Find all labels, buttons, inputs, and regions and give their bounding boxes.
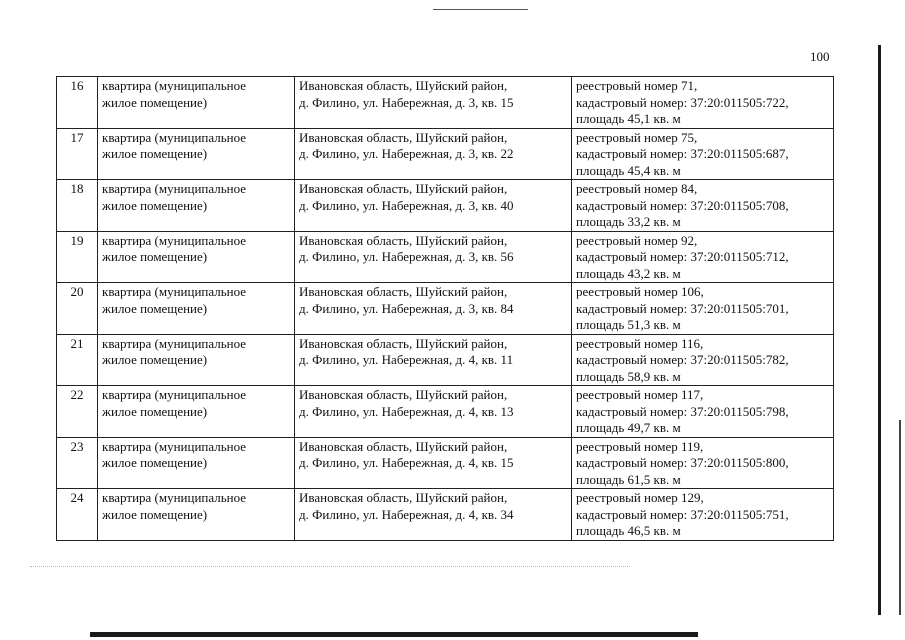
- object-type-line: квартира (муниципальное: [102, 284, 247, 299]
- row-number-cell: 18: [57, 180, 98, 232]
- scan-artifact-top-line: [433, 9, 528, 10]
- object-type-line: жилое помещение): [102, 455, 208, 470]
- address-line: д. Филино, ул. Набережная, д. 4, кв. 34: [299, 506, 514, 522]
- scan-artifact-right-bar: [878, 45, 881, 615]
- table-row: [57, 386, 834, 438]
- row-number-cell: 19: [57, 231, 98, 283]
- object-type-line: квартира (муниципальное: [102, 335, 247, 351]
- table-row: [57, 180, 834, 232]
- address-line: д. Филино, ул. Набережная, д. 3, кв. 22: [299, 146, 514, 161]
- object-type-line: квартира (муниципальное: [102, 181, 247, 196]
- object-type-cell: [98, 180, 295, 232]
- object-type-cell: [98, 489, 295, 541]
- object-type-line: жилое помещение): [102, 249, 208, 264]
- registry-details-line: площадь 61,5 кв. м: [576, 471, 681, 487]
- address-line: Ивановская область, Шуйский район,: [299, 284, 508, 299]
- object-type-cell: [98, 77, 295, 129]
- registry-details-line: кадастровый номер: 37:20:011505:800,: [576, 455, 789, 470]
- registry-details-line: кадастровый номер: 37:20:011505:687,: [576, 146, 789, 161]
- address-line: Ивановская область, Шуйский район,: [299, 387, 508, 402]
- registry-details-line: реестровый номер 84,: [576, 181, 698, 196]
- registry-details-line: реестровый номер 117,: [576, 387, 704, 402]
- registry-details-line: реестровый номер 106,: [576, 284, 704, 299]
- registry-details-line: площадь 45,4 кв. м: [576, 162, 681, 178]
- address-cell: [295, 283, 572, 335]
- registry-details-cell: [572, 128, 834, 180]
- row-number-cell: 20: [57, 283, 98, 335]
- registry-details-line: реестровый номер 116,: [576, 335, 704, 351]
- table-row: [57, 231, 834, 283]
- address-cell: [295, 437, 572, 489]
- address-cell: [295, 77, 572, 129]
- row-number-cell: 16: [57, 77, 98, 129]
- registry-details-line: кадастровый номер: 37:20:011505:701,: [576, 300, 789, 316]
- object-type-cell: [98, 283, 295, 335]
- registry-details-cell: [572, 77, 834, 129]
- row-number-cell: 17: [57, 128, 98, 180]
- object-type-line: жилое помещение): [102, 403, 208, 419]
- row-number-cell: 22: [57, 386, 98, 438]
- address-cell: [295, 231, 572, 283]
- object-type-cell: [98, 437, 295, 489]
- address-line: Ивановская область, Шуйский район,: [299, 335, 508, 351]
- object-type-line: квартира (муниципальное: [102, 387, 247, 402]
- object-type-line: жилое помещение): [102, 352, 208, 367]
- address-line: д. Филино, ул. Набережная, д. 3, кв. 84: [299, 300, 514, 316]
- address-cell: [295, 489, 572, 541]
- object-type-cell: [98, 128, 295, 180]
- registry-details-line: кадастровый номер: 37:20:011505:708,: [576, 197, 789, 213]
- registry-details-cell: [572, 489, 834, 541]
- address-line: д. Филино, ул. Набережная, д. 3, кв. 40: [299, 197, 514, 213]
- object-type-line: жилое помещение): [102, 197, 208, 213]
- address-line: Ивановская область, Шуйский район,: [299, 78, 508, 93]
- scan-artifact-bottom-line: [90, 632, 698, 637]
- registry-details-cell: [572, 437, 834, 489]
- object-type-line: квартира (муниципальное: [102, 490, 247, 505]
- registry-details-line: реестровый номер 119,: [576, 438, 704, 454]
- registry-details-line: кадастровый номер: 37:20:011505:712,: [576, 249, 789, 264]
- object-type-line: жилое помещение): [102, 506, 208, 522]
- table-row: [57, 283, 834, 335]
- object-type-line: квартира (муниципальное: [102, 129, 247, 145]
- row-number-cell: 21: [57, 334, 98, 386]
- property-register-table: [56, 76, 834, 541]
- object-type-line: квартира (муниципальное: [102, 232, 247, 248]
- object-type-line: квартира (муниципальное: [102, 438, 247, 454]
- table-row: [57, 489, 834, 541]
- page-number: 100: [810, 49, 830, 64]
- registry-details-cell: [572, 334, 834, 386]
- object-type-line: жилое помещение): [102, 146, 208, 161]
- scan-artifact-dotted-noise: [30, 566, 630, 568]
- address-cell: [295, 180, 572, 232]
- table-row: [57, 437, 834, 489]
- registry-details-line: кадастровый номер: 37:20:011505:798,: [576, 403, 789, 419]
- registry-details-line: площадь 45,1 кв. м: [576, 111, 681, 126]
- address-line: Ивановская область, Шуйский район,: [299, 129, 508, 145]
- registry-details-line: реестровый номер 75,: [576, 129, 698, 145]
- address-cell: [295, 334, 572, 386]
- address-line: д. Филино, ул. Набережная, д. 3, кв. 56: [299, 249, 514, 264]
- address-cell: [295, 128, 572, 180]
- registry-details-cell: [572, 180, 834, 232]
- registry-details-line: кадастровый номер: 37:20:011505:722,: [576, 94, 789, 110]
- object-type-cell: [98, 231, 295, 283]
- registry-details-line: площадь 51,3 кв. м: [576, 317, 681, 332]
- registry-details-line: площадь 58,9 кв. м: [576, 368, 681, 384]
- registry-details-line: площадь 33,2 кв. м: [576, 214, 681, 229]
- address-line: Ивановская область, Шуйский район,: [299, 438, 508, 454]
- row-number-cell: 24: [57, 489, 98, 541]
- scan-artifact-right-bar-secondary: [899, 420, 901, 615]
- registry-details-line: площадь 49,7 кв. м: [576, 420, 681, 435]
- address-line: д. Филино, ул. Набережная, д. 4, кв. 15: [299, 455, 514, 470]
- registry-details-cell: [572, 283, 834, 335]
- table-row: [57, 77, 834, 129]
- registry-details-line: площадь 46,5 кв. м: [576, 523, 681, 538]
- registry-details-line: кадастровый номер: 37:20:011505:751,: [576, 506, 789, 522]
- object-type-line: квартира (муниципальное: [102, 78, 247, 93]
- registry-details-line: кадастровый номер: 37:20:011505:782,: [576, 352, 789, 367]
- object-type-cell: [98, 386, 295, 438]
- address-cell: [295, 386, 572, 438]
- address-line: Ивановская область, Шуйский район,: [299, 181, 508, 196]
- address-line: д. Филино, ул. Набережная, д. 3, кв. 15: [299, 94, 514, 110]
- table-body: [57, 77, 834, 541]
- registry-details-cell: [572, 231, 834, 283]
- table-row: [57, 128, 834, 180]
- registry-details-line: реестровый номер 92,: [576, 232, 698, 248]
- registry-details-cell: [572, 386, 834, 438]
- registry-details-line: площадь 43,2 кв. м: [576, 265, 681, 281]
- address-line: д. Филино, ул. Набережная, д. 4, кв. 13: [299, 403, 514, 419]
- address-line: Ивановская область, Шуйский район,: [299, 232, 508, 248]
- registry-details-line: реестровый номер 129,: [576, 490, 704, 505]
- registry-details-line: реестровый номер 71,: [576, 78, 698, 93]
- object-type-cell: [98, 334, 295, 386]
- object-type-line: жилое помещение): [102, 94, 208, 110]
- address-line: Ивановская область, Шуйский район,: [299, 490, 508, 505]
- object-type-line: жилое помещение): [102, 300, 208, 316]
- row-number-cell: 23: [57, 437, 98, 489]
- table-row: [57, 334, 834, 386]
- address-line: д. Филино, ул. Набережная, д. 4, кв. 11: [299, 352, 514, 367]
